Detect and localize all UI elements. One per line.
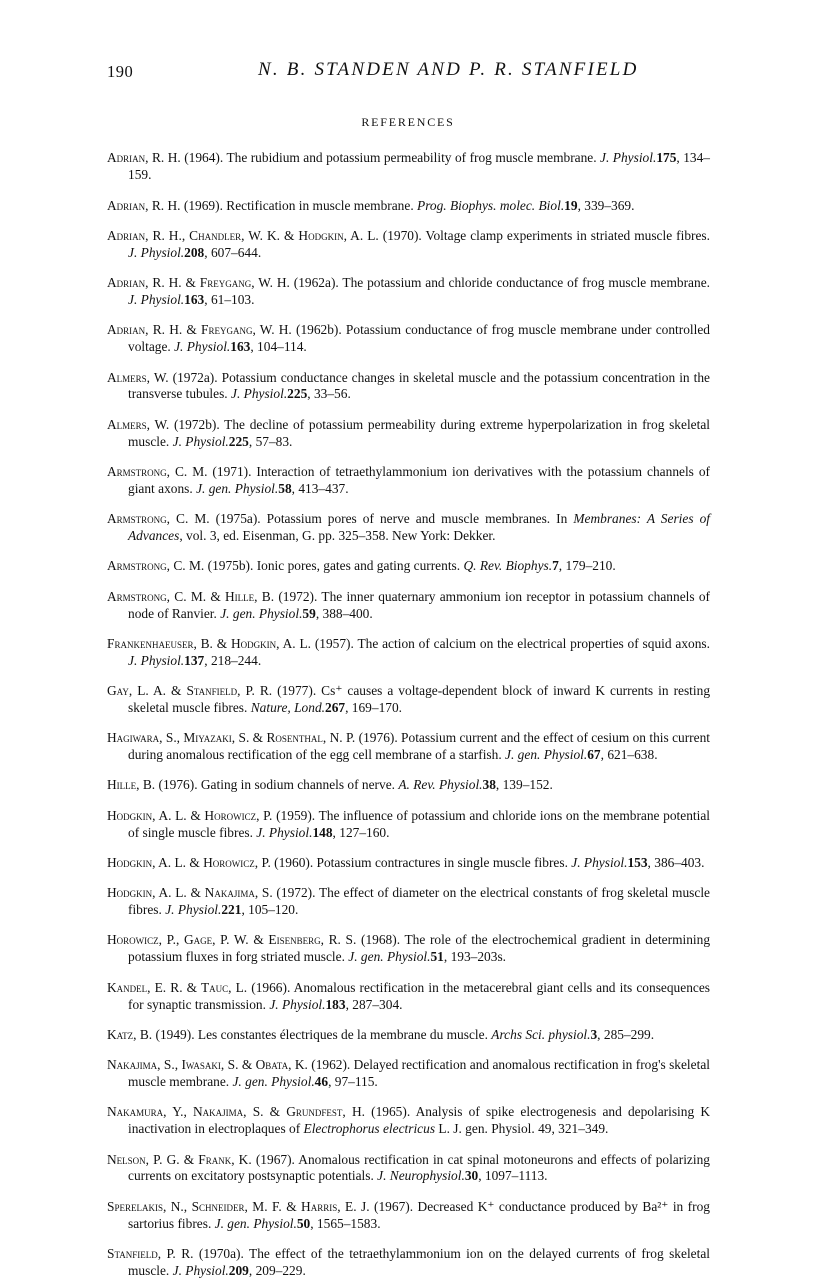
- running-head: N. B. STANDEN AND P. R. STANFIELD: [258, 59, 639, 80]
- reference-volume: 137: [184, 652, 205, 668]
- reference-journal: J. Physiol.: [128, 652, 185, 668]
- reference-text: (1972b). The decline of potassium permeability during extreme hyperpolarization in frog skeletal muscle.: [128, 416, 710, 449]
- reference-entry: [107, 777, 710, 794]
- reference-pages: , 139–152.: [495, 777, 553, 793]
- reference-authors: Adrian, R. H.: [107, 197, 181, 213]
- reference-volume: 175: [656, 150, 677, 166]
- reference-pages: , 607–644.: [204, 244, 262, 260]
- reference-journal: J. gen. Physiol.: [348, 949, 431, 965]
- reference-text: (1975a). Potassium pores of nerve and muscle membranes. In: [209, 511, 574, 527]
- reference-pages: , 285–299.: [597, 1026, 655, 1042]
- reference-authors: Adrian, R. H., Chandler, W. K. & Hodgkin, A. L.: [107, 227, 379, 243]
- reference-pages: , 386–403.: [647, 854, 705, 870]
- reference-pages: , 105–120.: [241, 902, 299, 918]
- reference-authors: Frankenhaeuser, B. & Hodgkin, A. L.: [107, 635, 311, 651]
- reference-text: (1962b). Potassium conductance of frog muscle membrane under controlled voltage.: [128, 322, 711, 355]
- reference-pages: , 33–56.: [307, 386, 351, 402]
- reference-volume: 19: [564, 197, 578, 213]
- reference-pages: , 1565–1583.: [310, 1215, 381, 1231]
- reference-authors: Almers, W.: [107, 416, 170, 432]
- reference-journal: Prog. Biophys. molec. Biol.: [417, 197, 565, 213]
- reference-entry: [107, 1199, 710, 1233]
- reference-authors: Stanfield, P. R.: [107, 1245, 194, 1261]
- reference-volume: 163: [230, 339, 251, 355]
- reference-entry: [107, 1104, 710, 1138]
- reference-journal: J. Physiol.: [172, 433, 229, 449]
- page-number: 190: [107, 62, 134, 81]
- reference-volume: 225: [287, 386, 308, 402]
- reference-text: (1965). Analysis of spike electrogenesis and depolarising K inactivation in electroplaques of: [128, 1104, 710, 1137]
- reference-journal: J. Physiol.: [256, 824, 313, 840]
- reference-entry: [107, 370, 710, 404]
- reference-entry: [107, 730, 710, 764]
- reference-authors: Hodgkin, A. L. & Horowicz, P.: [107, 807, 273, 823]
- reference-pages: , vol. 3, ed. Eisenman, G. pp. 325–358. New York: Dekker.: [179, 528, 496, 544]
- reference-authors: Horowicz, P., Gage, P. W. & Eisenberg, R. S.: [107, 932, 357, 948]
- reference-volume: 7: [552, 558, 559, 574]
- reference-entry: [107, 885, 710, 919]
- reference-text: (1967). Decreased K⁺ conductance produced by Ba²⁺ in frog sartorius fibres.: [128, 1198, 710, 1231]
- reference-pages: L. J. gen. Physiol. 49, 321–349.: [435, 1121, 609, 1137]
- reference-entry: [107, 1027, 710, 1044]
- reference-pages: , 621–638.: [600, 747, 658, 763]
- reference-pages: , 57–83.: [248, 433, 293, 449]
- reference-journal: Electrophorus electricus: [303, 1121, 436, 1137]
- reference-pages: , 193–203s.: [443, 949, 506, 965]
- reference-text: (1975b). Ionic pores, gates and gating currents.: [204, 558, 464, 574]
- reference-text: (1968). The role of the electrochemical gradient in determining potassium fluxes in forg striated muscle.: [128, 932, 711, 965]
- reference-entry: [107, 808, 710, 842]
- reference-authors: Gay, L. A. & Stanfield, P. R.: [107, 683, 273, 699]
- reference-text: (1960). Potassium contractures in single muscle fibres.: [270, 854, 572, 870]
- reference-text: (1962a). The potassium and chloride conductance of frog muscle membrane.: [289, 275, 710, 291]
- reference-text: (1964). The rubidium and potassium permeability of frog muscle membrane.: [180, 150, 601, 166]
- reference-entry: [107, 275, 710, 309]
- section-title: REFERENCES: [361, 115, 455, 129]
- reference-authors: Hodgkin, A. L. & Horowicz, P.: [107, 854, 271, 870]
- reference-journal: J. gen. Physiol.: [214, 1215, 297, 1231]
- reference-volume: 38: [482, 777, 496, 793]
- reference-pages: , 218–244.: [204, 652, 262, 668]
- reference-pages: , 388–400.: [315, 605, 373, 621]
- reference-authors: Armstrong, C. M.: [107, 463, 208, 479]
- reference-list: [107, 137, 710, 1283]
- reference-volume: 59: [302, 605, 316, 621]
- reference-entry: [107, 417, 710, 451]
- reference-volume: 3: [590, 1026, 598, 1042]
- reference-volume: 30: [464, 1168, 479, 1184]
- reference-journal: Membranes: A Series of Advances: [128, 511, 710, 544]
- reference-entry: [107, 558, 710, 575]
- reference-text: (1957). The action of calcium on the electrical properties of squid axons.: [310, 635, 710, 651]
- reference-authors: Kandel, E. R. & Tauc, L.: [107, 979, 248, 995]
- reference-pages: , 97–115.: [328, 1074, 378, 1090]
- reference-journal: Q. Rev. Biophys.: [463, 558, 553, 574]
- reference-journal: Nature, Lond.: [250, 699, 325, 715]
- reference-entry: [107, 1246, 710, 1280]
- reference-authors: Hagiwara, S., Miyazaki, S. & Rosenthal, N. P.: [107, 730, 356, 746]
- reference-authors: Hille, B.: [107, 777, 156, 793]
- reference-volume: 46: [314, 1074, 329, 1090]
- reference-journal: J. Physiol.: [174, 339, 231, 355]
- reference-entry: [107, 855, 710, 872]
- reference-entry: [107, 1152, 710, 1186]
- reference-pages: , 209–229.: [248, 1262, 306, 1278]
- reference-text: (1972a). Potassium conductance changes in skeletal muscle and the potassium concentration in the transverse tubules.: [128, 369, 711, 402]
- reference-authors: Armstrong, C. M.: [107, 558, 205, 574]
- reference-authors: Armstrong, C. M. & Hille, B.: [107, 588, 275, 604]
- reference-text: (1977). Cs⁺ causes a voltage-dependent block of inward K currents in resting skeletal muscle fibres.: [128, 683, 711, 715]
- reference-authors: Hodgkin, A. L. & Nakajima, S.: [107, 885, 273, 901]
- reference-authors: Adrian, R. H. & Freygang, W. H.: [107, 275, 290, 291]
- reference-authors: Nakamura, Y., Nakajima, S. & Grundfest, H.: [107, 1104, 365, 1120]
- reference-volume: 153: [627, 854, 648, 870]
- reference-pages: , 287–304.: [345, 996, 403, 1012]
- reference-journal: J. gen. Physiol.: [505, 747, 588, 763]
- reference-volume: 221: [221, 902, 242, 918]
- reference-journal: J. Physiol.: [571, 854, 628, 870]
- reference-pages: , 169–170.: [345, 699, 403, 715]
- reference-entry: [107, 636, 710, 670]
- reference-pages: , 134–159.: [128, 150, 710, 183]
- reference-authors: Almers, W.: [107, 369, 169, 385]
- reference-volume: 208: [184, 244, 205, 260]
- reference-pages: , 104–114.: [250, 339, 307, 355]
- reference-text: (1976). Gating in sodium channels of nerve.: [155, 777, 399, 793]
- reference-text: (1967). Anomalous rectification in cat spinal motoneurons and effects of polarizing currents on excitatory postsynaptic potentials.: [128, 1151, 710, 1184]
- reference-text: (1971). Interaction of tetraethylammonium ion derivatives with the potassium channels of giant axons.: [128, 463, 710, 496]
- reference-volume: 148: [312, 824, 333, 840]
- reference-journal: J. Physiol.: [269, 996, 326, 1012]
- reference-volume: 267: [325, 699, 346, 715]
- reference-entry: [107, 322, 710, 356]
- reference-journal: A. Rev. Physiol.: [398, 777, 483, 793]
- reference-journal: J. Physiol.: [600, 150, 657, 166]
- reference-volume: 50: [296, 1215, 311, 1231]
- reference-entry: [107, 228, 710, 262]
- reference-entry: [107, 589, 710, 623]
- reference-journal: J. Physiol.: [165, 902, 222, 918]
- reference-volume: 51: [430, 949, 444, 965]
- reference-entry: [107, 932, 710, 966]
- reference-journal: J. gen. Physiol.: [196, 480, 279, 496]
- reference-volume: 163: [184, 292, 205, 307]
- reference-volume: 225: [228, 433, 249, 449]
- reference-journal: Archs Sci. physiol.: [491, 1026, 591, 1042]
- reference-pages: , 413–437.: [291, 480, 349, 496]
- reference-text: (1962). Delayed rectification and anomalous rectification in frog's skeletal muscle membrane.: [128, 1057, 710, 1090]
- reference-authors: Nakajima, S., Iwasaki, S. & Obata, K.: [107, 1057, 308, 1073]
- reference-text: (1976). Potassium current and the effect of cesium on this current during anomalous rectification of the egg cell membrane of a starfish.: [128, 730, 710, 763]
- reference-journal: J. Physiol.: [128, 292, 185, 307]
- reference-authors: Katz, B.: [107, 1026, 153, 1042]
- reference-text: (1972). The inner quaternary ammonium ion receptor in potassium channels of node of Ranvier.: [128, 588, 710, 621]
- reference-pages: , 127–160.: [332, 824, 390, 840]
- reference-volume: 58: [278, 480, 292, 496]
- reference-text: (1970a). The effect of the tetraethylammonium ion on the delayed currents of frog skeletal muscle.: [128, 1245, 710, 1278]
- reference-volume: 183: [325, 996, 346, 1012]
- reference-entry: [107, 150, 710, 184]
- reference-entry: [107, 980, 710, 1014]
- reference-pages: , 339–369.: [577, 197, 635, 213]
- reference-entry: [107, 1057, 710, 1091]
- reference-text: (1972). The effect of diameter on the electrical constants of frog skeletal muscle fibres.: [128, 885, 710, 918]
- reference-text: (1966). Anomalous rectification in the metacerebral giant cells and its consequences for synaptic transmission.: [128, 979, 710, 1012]
- reference-authors: Nelson, P. G. & Frank, K.: [107, 1151, 252, 1167]
- reference-pages: , 61–103.: [204, 292, 255, 307]
- reference-entry: [107, 464, 710, 498]
- reference-journal: J. Physiol.: [231, 386, 288, 402]
- reference-text: (1970). Voltage clamp experiments in striated muscle fibres.: [378, 227, 710, 243]
- reference-authors: Adrian, R. H. & Freygang, W. H.: [107, 322, 292, 338]
- reference-entry: [107, 511, 710, 545]
- reference-entry: [107, 198, 710, 215]
- reference-volume: 209: [228, 1262, 249, 1278]
- reference-pages: , 179–210.: [558, 558, 616, 574]
- reference-volume: 67: [587, 747, 601, 763]
- reference-journal: J. gen. Physiol.: [220, 605, 303, 621]
- reference-journal: J. Neurophysiol.: [377, 1168, 465, 1184]
- reference-text: (1959). The influence of potassium and chloride ions on the membrane potential of single muscle fibres.: [128, 807, 711, 840]
- reference-authors: Adrian, R. H.: [107, 150, 181, 166]
- reference-journal: J. Physiol.: [172, 1262, 229, 1278]
- reference-journal: J. Physiol.: [128, 244, 185, 260]
- reference-pages: , 1097–1113.: [478, 1168, 548, 1184]
- reference-authors: Armstrong, C. M.: [107, 511, 210, 527]
- reference-authors: Sperelakis, N., Schneider, M. F. & Harris, E. J.: [107, 1198, 370, 1214]
- reference-text: (1969). Rectification in muscle membrane.: [180, 197, 418, 213]
- reference-text: (1949). Les constantes électriques de la membrane du muscle.: [152, 1026, 492, 1042]
- reference-journal: J. gen. Physiol.: [232, 1074, 315, 1090]
- reference-entry: [107, 683, 710, 717]
